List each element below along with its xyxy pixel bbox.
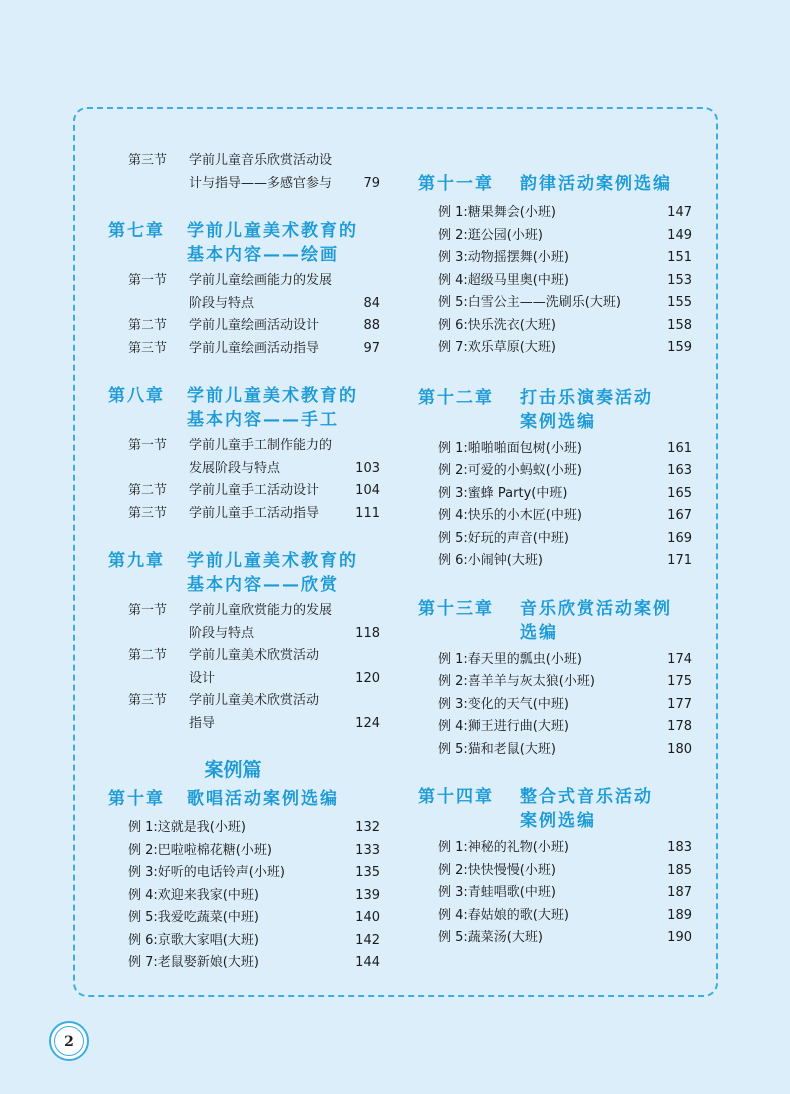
- toc-example[interactable]: [418, 649, 700, 672]
- example-title: 例 3:青蛙唱歌(中班): [438, 885, 556, 900]
- entry-title-line: 发展阶段与特点: [189, 460, 281, 476]
- entry-title-line: 学前儿童美术欣赏活动: [189, 648, 320, 663]
- toc-example[interactable]: [108, 907, 388, 930]
- toc-entry[interactable]: [108, 690, 388, 735]
- entry-title-line: 学前儿童手工活动设计: [189, 483, 320, 498]
- chapter-heading[interactable]: [418, 386, 700, 434]
- toc-example[interactable]: [418, 860, 700, 883]
- toc-right-column: [418, 172, 700, 950]
- chapter-number: 第十一章: [418, 174, 494, 194]
- page-number: 187: [667, 885, 692, 900]
- page-number-label: 2: [54, 1026, 84, 1056]
- example-title: 例 2:可爱的小蚂蚁(小班): [438, 463, 582, 478]
- toc-example[interactable]: [418, 694, 700, 717]
- page-number: 97: [363, 340, 380, 356]
- page-number: 155: [667, 295, 692, 310]
- page-number: 104: [355, 483, 380, 498]
- chapter-title-line: 歌唱活动案例选编: [187, 789, 339, 809]
- page-number: 178: [667, 719, 692, 734]
- entry-title-line: 学前儿童美术欣赏活动: [189, 693, 320, 708]
- chapter-title-line: 整合式音乐活动: [520, 787, 653, 807]
- toc-example[interactable]: [418, 505, 700, 528]
- chapter-title-line: 音乐欣赏活动案例: [520, 598, 672, 619]
- example-title: 例 1:春天里的瓢虫(小班): [438, 651, 582, 667]
- chapter-14: [418, 785, 700, 950]
- toc-example[interactable]: [418, 247, 700, 270]
- toc-example[interactable]: [108, 930, 388, 953]
- page-number: 153: [667, 272, 692, 288]
- toc-example[interactable]: [108, 885, 388, 908]
- toc-example[interactable]: [108, 840, 388, 863]
- page-number: 161: [667, 440, 692, 456]
- section-label: 第三节: [128, 505, 168, 521]
- page-number: 111: [355, 505, 380, 521]
- chapter-13: [418, 597, 700, 762]
- chapter-heading[interactable]: [418, 597, 700, 645]
- example-title: 例 7:老鼠娶新娘(大班): [128, 955, 259, 970]
- toc-example[interactable]: [418, 483, 700, 506]
- example-title: 例 5:我爱吃蔬菜(中班): [128, 910, 259, 925]
- chapter-number: 第十章: [108, 789, 165, 809]
- chapter-7: [108, 219, 388, 360]
- example-title: 例 3:好听的电话铃声(小班): [128, 865, 285, 880]
- chapter-heading[interactable]: [108, 384, 388, 432]
- toc-example[interactable]: [418, 202, 700, 225]
- toc-entry[interactable]: [108, 503, 388, 526]
- example-title: 例 4:快乐的小木匠(中班): [438, 508, 582, 523]
- page-number: 84: [363, 295, 380, 311]
- toc-example[interactable]: [418, 225, 700, 248]
- entry-title-line: 学前儿童绘画活动设计: [189, 318, 320, 333]
- chapter-heading[interactable]: [108, 219, 388, 267]
- section-label: 第二节: [128, 318, 168, 333]
- entry-title-line: 阶段与特点: [189, 625, 255, 641]
- page-number: 163: [667, 463, 692, 478]
- page-number: 133: [355, 842, 380, 858]
- page-number: 103: [355, 460, 380, 476]
- toc-example[interactable]: [418, 739, 700, 762]
- toc-entry[interactable]: [108, 600, 388, 645]
- example-title: 例 1:这就是我(小班): [128, 820, 246, 835]
- example-title: 例 6:快乐洗衣(大班): [438, 317, 556, 333]
- entry-title-line: 计与指导——多感官参与: [189, 175, 333, 191]
- chapter-title-line: 学前儿童美术教育的: [187, 551, 358, 571]
- chapter-title-line: 案例选编: [520, 411, 596, 432]
- page-number: 175: [667, 674, 692, 689]
- chapter-title-line: 案例选编: [520, 811, 596, 831]
- page-number: 144: [355, 955, 380, 970]
- example-title: 例 3:变化的天气(中班): [438, 696, 569, 712]
- chapter-title-line: 打击乐演奏活动: [520, 387, 653, 408]
- toc-left-column: [108, 150, 388, 975]
- chapter-number: 第十三章: [418, 598, 494, 619]
- chapter-number: 第八章: [108, 386, 165, 406]
- example-title: 例 1:啪啪啪面包树(小班): [438, 440, 582, 456]
- page-number: 142: [355, 932, 380, 948]
- entry-title-line: 学前儿童手工活动指导: [189, 505, 320, 521]
- page-number: 165: [667, 485, 692, 501]
- example-title: 例 2:喜羊羊与灰太狼(小班): [438, 674, 595, 689]
- page-number-badge: [49, 1021, 89, 1061]
- page-number: 171: [667, 553, 692, 568]
- example-title: 例 3:蜜蜂 Party(中班): [438, 485, 568, 501]
- section-label: 第三节: [128, 693, 168, 708]
- page-number: 88: [363, 318, 380, 333]
- chapter-title-line: 韵律活动案例选编: [520, 174, 672, 194]
- example-title: 例 4:春姑娘的歌(大班): [438, 907, 569, 923]
- chapter-title-line: 学前儿童美术教育的: [187, 221, 358, 241]
- example-title: 例 2:逛公园(小班): [438, 227, 543, 243]
- toc-example[interactable]: [418, 315, 700, 338]
- entry-title-line: 学前儿童欣赏能力的发展: [189, 603, 333, 618]
- entry-title-line: 学前儿童绘画活动指导: [189, 340, 320, 356]
- page-number: 147: [667, 205, 692, 220]
- toc-example[interactable]: [418, 292, 700, 315]
- page-number: 180: [667, 741, 692, 757]
- page-number: 124: [355, 715, 380, 731]
- toc-example[interactable]: [418, 337, 700, 360]
- chapter-title-line: 基本内容——绘画: [187, 245, 339, 265]
- page-number: 189: [667, 907, 692, 923]
- toc-example[interactable]: [108, 817, 388, 840]
- page-number: 185: [667, 862, 692, 878]
- entry-title-line: 设计: [189, 670, 216, 686]
- toc-example[interactable]: [418, 460, 700, 483]
- page-number: 190: [667, 930, 692, 945]
- page-number: 149: [667, 227, 692, 243]
- part-title: 案例篇: [204, 759, 262, 781]
- example-title: 例 7:欢乐草原(大班): [438, 340, 556, 355]
- entry-title-line: 阶段与特点: [189, 295, 255, 311]
- example-title: 例 2:快快慢慢(小班): [438, 862, 556, 878]
- example-title: 例 6:京歌大家唱(大班): [128, 932, 259, 948]
- page-number: 79: [363, 175, 380, 191]
- toc-entry[interactable]: [108, 435, 388, 480]
- chapter-heading[interactable]: [418, 172, 700, 198]
- toc-example[interactable]: [418, 270, 700, 293]
- example-title: 例 2:巴啦啦棉花糖(小班): [128, 842, 272, 858]
- toc-entry[interactable]: [108, 338, 388, 361]
- chapter-heading[interactable]: [108, 787, 388, 813]
- chapter-number: 第九章: [108, 551, 165, 571]
- chapter-title-line: 选编: [520, 622, 558, 643]
- section-label: 第一节: [128, 273, 168, 288]
- example-title: 例 5:白雪公主——洗刷乐(大班): [438, 295, 621, 310]
- chapter-8: [108, 384, 388, 525]
- page-number: 167: [667, 508, 692, 523]
- toc-example[interactable]: [418, 837, 700, 860]
- toc-entry[interactable]: [108, 315, 388, 338]
- page-number: 174: [667, 651, 692, 667]
- example-title: 例 5:好玩的声音(中班): [438, 530, 569, 546]
- chapter-heading[interactable]: [108, 549, 388, 597]
- example-title: 例 4:超级马里奥(中班): [438, 272, 569, 288]
- toc-entry[interactable]: [108, 150, 388, 195]
- toc-example[interactable]: [418, 528, 700, 551]
- page-number: 118: [355, 625, 380, 641]
- entry-title-line: 学前儿童绘画能力的发展: [189, 273, 333, 288]
- page-number: 177: [667, 696, 692, 712]
- section-label: 第一节: [128, 438, 168, 453]
- example-title: 例 1:糖果舞会(小班): [438, 205, 556, 220]
- toc-example[interactable]: [108, 952, 388, 975]
- page-number: 159: [667, 340, 692, 355]
- page-number: 169: [667, 530, 692, 546]
- chapter-title-line: 学前儿童美术教育的: [187, 386, 358, 406]
- page-number: 135: [355, 865, 380, 880]
- chapter-10: [108, 787, 388, 975]
- toc-example[interactable]: [418, 671, 700, 694]
- toc-example[interactable]: [418, 716, 700, 739]
- section-label: 第三节: [128, 340, 168, 356]
- section-label: 第二节: [128, 648, 168, 663]
- example-title: 例 1:神秘的礼物(小班): [438, 840, 569, 855]
- section-label: 第一节: [128, 603, 168, 618]
- example-title: 例 6:小闹钟(大班): [438, 553, 543, 568]
- entry-title-line: 学前儿童手工制作能力的: [189, 438, 333, 453]
- entry-title-line: 指导: [189, 715, 216, 731]
- page-number: 151: [667, 250, 692, 265]
- entry-title-line: 学前儿童音乐欣赏活动设: [189, 153, 333, 168]
- page-number: 132: [355, 820, 380, 835]
- toc-example[interactable]: [418, 438, 700, 461]
- page-number: 120: [355, 670, 380, 686]
- chapter-heading[interactable]: [418, 785, 700, 833]
- toc-example[interactable]: [418, 927, 700, 950]
- toc-example[interactable]: [418, 550, 700, 573]
- toc-entry[interactable]: [108, 480, 388, 503]
- toc-entry[interactable]: [108, 645, 388, 690]
- chapter-number: 第七章: [108, 221, 165, 241]
- toc-example[interactable]: [418, 882, 700, 905]
- example-title: 例 4:欢迎来我家(中班): [128, 887, 259, 903]
- page-number: 140: [355, 910, 380, 925]
- example-title: 例 5:蔬菜汤(大班): [438, 930, 543, 945]
- toc-example[interactable]: [418, 905, 700, 928]
- chapter-12: [418, 386, 700, 573]
- page-number: 158: [667, 317, 692, 333]
- chapter-9: [108, 549, 388, 735]
- example-title: 例 4:狮王进行曲(大班): [438, 719, 569, 734]
- page-number: 139: [355, 887, 380, 903]
- chapter-11: [418, 172, 700, 360]
- example-title: 例 3:动物摇摆舞(小班): [438, 250, 569, 265]
- chapter-title-line: 基本内容——手工: [187, 410, 339, 430]
- page-number: 183: [667, 840, 692, 855]
- section-label: 第二节: [128, 483, 168, 498]
- chapter-title-line: 基本内容——欣赏: [187, 575, 339, 595]
- toc-entry[interactable]: [108, 270, 388, 315]
- section-label: 第三节: [128, 153, 168, 168]
- example-title: 例 5:猫和老鼠(大班): [438, 741, 556, 757]
- chapter-number: 第十四章: [418, 787, 494, 807]
- chapter-number: 第十二章: [418, 387, 494, 408]
- toc-example[interactable]: [108, 862, 388, 885]
